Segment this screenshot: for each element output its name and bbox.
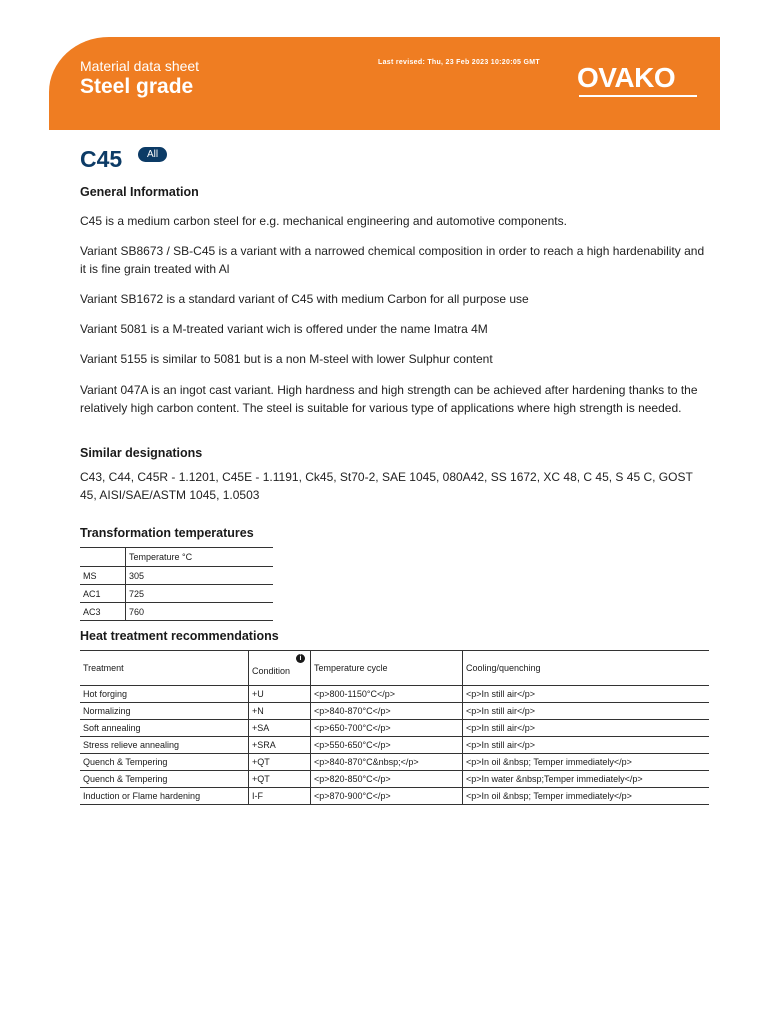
table-cell: <p>In water &nbsp;Temper immediately</p> bbox=[463, 771, 710, 788]
table-cell: <p>840-870°C&nbsp;</p> bbox=[311, 754, 463, 771]
table-cell: <p>In oil &nbsp; Temper immediately</p> bbox=[463, 788, 710, 805]
condition-header-cell bbox=[249, 651, 311, 686]
document-subtitle: Material data sheet bbox=[80, 58, 200, 74]
column-header: Temperature cycle bbox=[311, 651, 463, 686]
transformation-table bbox=[80, 547, 273, 621]
table-row bbox=[80, 788, 709, 805]
table-cell: +SA bbox=[249, 720, 311, 737]
info-icon[interactable]: i bbox=[296, 654, 305, 663]
table-cell: 725 bbox=[126, 585, 274, 603]
column-header: Cooling/quenching bbox=[463, 651, 710, 686]
table-row bbox=[80, 771, 709, 788]
ovako-logo bbox=[577, 64, 675, 92]
table-cell: 760 bbox=[126, 603, 274, 621]
logo-text: OVAKO bbox=[577, 62, 676, 93]
header-banner bbox=[49, 37, 720, 130]
general-paragraph: Variant SB1672 is a standard variant of C45 with medium Carbon for all purpose use bbox=[80, 292, 529, 306]
heat-treatment-heading: Heat treatment recommendations bbox=[80, 629, 279, 643]
table-cell: Hot forging bbox=[80, 686, 249, 703]
table-header-row bbox=[80, 651, 709, 686]
table-cell: Quench & Tempering bbox=[80, 771, 249, 788]
table-cell: Induction or Flame hardening bbox=[80, 788, 249, 805]
logo-underline bbox=[579, 95, 697, 97]
transformation-heading: Transformation temperatures bbox=[80, 526, 254, 540]
table-cell: MS bbox=[80, 567, 126, 585]
general-paragraph: Variant 5081 is a M-treated variant wich is offered under the name Imatra 4M bbox=[80, 322, 488, 336]
table-cell: Stress relieve annealing bbox=[80, 737, 249, 754]
last-revised-text: Last revised: Thu, 23 Feb 2023 10:20:05 GMT bbox=[378, 59, 540, 66]
table-cell: AC1 bbox=[80, 585, 126, 603]
table-cell: <p>In still air</p> bbox=[463, 720, 710, 737]
table-cell: <p>800-1150°C</p> bbox=[311, 686, 463, 703]
column-header: Treatment bbox=[80, 651, 249, 686]
table-cell: <p>In oil &nbsp; Temper immediately</p> bbox=[463, 754, 710, 771]
table-row bbox=[80, 686, 709, 703]
heat-treatment-table bbox=[80, 650, 709, 805]
grade-badge[interactable]: All bbox=[138, 147, 167, 162]
table-cell: +QT bbox=[249, 754, 311, 771]
table-cell: <p>550-650°C</p> bbox=[311, 737, 463, 754]
table-row bbox=[80, 567, 273, 585]
general-info-heading: General Information bbox=[80, 185, 199, 199]
column-header: Condition bbox=[252, 666, 291, 676]
similar-designations-text: C43, C44, C45R - 1.1201, C45E - 1.1191, Ck45, St70-2, SAE 1045, 080A42, SS 1672, XC 48, C 45, S 45 C, GOST 45, AISI/SAE/ASTM 1045, 1.0503 bbox=[80, 470, 693, 502]
table-cell: <p>650-700°C</p> bbox=[311, 720, 463, 737]
table-cell: <p>820-850°C</p> bbox=[311, 771, 463, 788]
column-header: Temperature °C bbox=[126, 548, 274, 567]
table-cell: +QT bbox=[249, 771, 311, 788]
table-cell: <p>In still air</p> bbox=[463, 686, 710, 703]
general-paragraph: C45 is a medium carbon steel for e.g. mechanical engineering and automotive components. bbox=[80, 214, 567, 228]
table-cell: Quench & Tempering bbox=[80, 754, 249, 771]
table-cell: <p>In still air</p> bbox=[463, 737, 710, 754]
table-row bbox=[80, 737, 709, 754]
table-cell: Soft annealing bbox=[80, 720, 249, 737]
table-row bbox=[80, 720, 709, 737]
table-cell: <p>840-870°C</p> bbox=[311, 703, 463, 720]
table-cell: AC3 bbox=[80, 603, 126, 621]
table-row bbox=[80, 603, 273, 621]
similar-designations-heading: Similar designations bbox=[80, 446, 203, 460]
table-cell: <p>In still air</p> bbox=[463, 703, 710, 720]
general-paragraph: Variant SB8673 / SB-C45 is a variant with a narrowed chemical composition in order to reach a high hardenability and it is fine grain treated with Al bbox=[80, 244, 705, 276]
table-row bbox=[80, 585, 273, 603]
table-row bbox=[80, 754, 709, 771]
general-paragraph: Variant 047A is an ingot cast variant. High hardness and high strength can be achieved after hardening thanks to the relatively high carbon content. The steel is suitable for various type of applications where high strength is needed. bbox=[80, 383, 698, 415]
table-cell: Normalizing bbox=[80, 703, 249, 720]
general-paragraph: Variant 5155 is similar to 5081 but is a non M-steel with lower Sulphur content bbox=[80, 352, 493, 366]
table-cell: I-F bbox=[249, 788, 311, 805]
table-header-row bbox=[80, 548, 273, 567]
table-cell: +SRA bbox=[249, 737, 311, 754]
grade-name: C45 bbox=[80, 146, 123, 172]
table-cell: +N bbox=[249, 703, 311, 720]
table-row bbox=[80, 703, 709, 720]
table-cell: +U bbox=[249, 686, 311, 703]
table-cell bbox=[80, 548, 126, 567]
document-title: Steel grade bbox=[80, 75, 194, 98]
table-cell: <p>870-900°C</p> bbox=[311, 788, 463, 805]
table-cell: 305 bbox=[126, 567, 274, 585]
